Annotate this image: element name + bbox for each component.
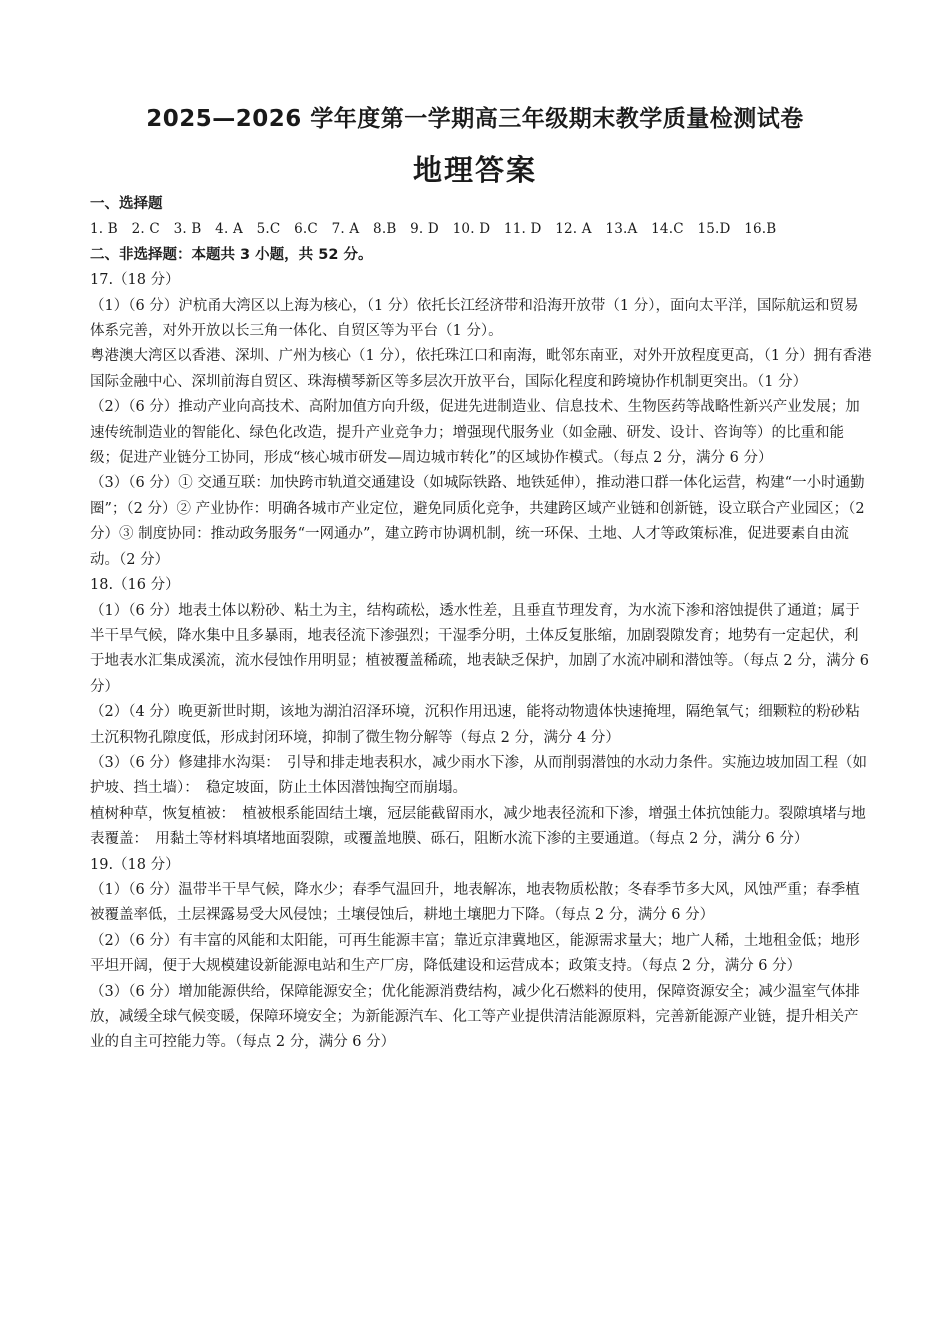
section-heading-choice: 一、选择题 [90, 196, 163, 212]
page-subtitle: 地理答案 [412, 153, 537, 187]
question-18-part-3b: 植树种草，恢复植被： 植被根系能固结土壤，冠层能截留雨水，减少地表径流和下渗，增强土体抗蚀能力。裂隙填堵与地表覆盖： 用黏土等材料填堵地面裂隙，或覆盖地膜、砾石，阻断水流下渗的主要通道。（每点 2 分，满分 6 分） [90, 805, 866, 848]
question-18-part-1: （1）（6 分）地表土体以粉砂、粘土为主，结构疏松，透水性差，且垂直节理发育，为水流下渗和溶蚀提供了通道；属于半干旱气候，降水集中且多暴雨，地表径流下渗强烈；干湿季分明，土体反复胀缩，加剧裂隙发育；地势有一定起伏，利于地表水汇集成溪流，流水侵蚀作用明显；植被覆盖稀疏，地表缺乏保护，加剧了水流冲刷和潜蚀等。（每点 2 分，满分 6 分） [90, 602, 870, 695]
question-19-part-1: （1）（6 分）温带半干旱气候，降水少；春季气温回升，地表解冻，地表物质松散；冬春季节多大风，风蚀严重；春季植被覆盖率低，土层裸露易受大风侵蚀；土壤侵蚀后，耕地土壤肥力下降。（每点 2 分，满分 6 分） [90, 881, 860, 924]
question-17-part-2: （2）（6 分）推动产业向高技术、高附加值方向升级，促进先进制造业、信息技术、生物医药等战略性新兴产业发展；加速传统制造业的智能化、绿色化改造，提升产业竞争力；增强现代服务业（如金融、研发、设计、咨询等）的比重和能级；促进产业链分工协同，形成“核心城市研发—周边城市转化”的区域协作模式。（每点 2 分，满分 6 分） [90, 399, 860, 467]
question-19-part-2: （2）（6 分）有丰富的风能和太阳能，可再生能源丰富；靠近京津冀地区，能源需求量大；地广人稀，土地租金低；地形平坦开阔，便于大规模建设新能源电站和生产厂房，降低建设和运营成本；政策支持。（每点 2 分，满分 6 分） [90, 932, 860, 975]
section-heading-nonchoice: 二、非选择题：本题共 3 小题，共 52 分。 [90, 246, 373, 263]
question-19-part-3: （3）（6 分）增加能源供给，保障能源安全；优化能源消费结构，减少化石燃料的使用，保障资源安全；减少温室气体排放，减缓全球气候变暖，保障环境安全；为新能源汽车、化工等产业提供清洁能源原料，完善新能源产业链，提升相关产业的自主可控能力等。（每点 2 分，满分 6 分） [90, 983, 860, 1051]
answer-body [90, 192, 872, 1056]
choice-answers: 1. B 2. C 3. B 4. A 5.C 6.C 7. A 8.B 9. D 10. D 11. D 12. A 13.A 14.C 15.D 16.B [90, 221, 777, 238]
question-17-part-1a: （1）（6 分）沪杭甬大湾区以上海为核心，（1 分）依托长江经济带和沿海开放带（1 分），面向太平洋，国际航运和贸易体系完善，对外开放以长三角一体化、自贸区等为平台（1 分）。 [90, 297, 859, 340]
question-18-part-3a: （3）（6 分）修建排水沟渠： 引导和排走地表积水，减少雨水下渗，从而削弱潜蚀的水动力条件。实施边坡加固工程（如护坡、挡土墙）： 稳定坡面，防止土体因潜蚀掏空而崩塌。 [90, 754, 868, 797]
question-17-part-1b: 粤港澳大湾区以香港、深圳、广州为核心（1 分），依托珠江口和南海，毗邻东南亚，对外开放程度更高，（1 分）拥有香港国际金融中心、深圳前海自贸区、珠海横琴新区等多层次开放平台，国际化程度和跨境协作机制更突出。（1 分） [90, 348, 872, 390]
question-17-heading: 17.（18 分） [90, 272, 180, 289]
question-18-heading: 18.（16 分） [90, 577, 180, 594]
question-17-part-3: （3）（6 分）① 交通互联：加快跨市轨道交通建设（如城际铁路、地铁延伸），推动港口群一体化运营，构建“一小时通勤圈”；（2 分）② 产业协作：明确各城市产业定位，避免同质化竞争，共建跨区域产业链和创新链，设立联合产业园区；（2 分）③ 制度协同：推动政务服务“一网通办”，建立跨市协调机制，统一环保、土地、人才等政策标准，促进要素自由流动。（2 分） [90, 475, 865, 568]
question-19-heading: 19.（18 分） [90, 856, 180, 873]
page-title: 2025—2026 学年度第一学期高三年级期末教学质量检测试卷 [146, 106, 804, 132]
question-18-part-2: （2）（4 分）晚更新世时期，该地为湖泊沼泽环境，沉积作用迅速，能将动物遗体快速掩埋，隔绝氧气；细颗粒的粉砂粘土沉积物孔隙度低，形成封闭环境，抑制了微生物分解等（每点 2 分，满分 4 分） [90, 704, 860, 746]
